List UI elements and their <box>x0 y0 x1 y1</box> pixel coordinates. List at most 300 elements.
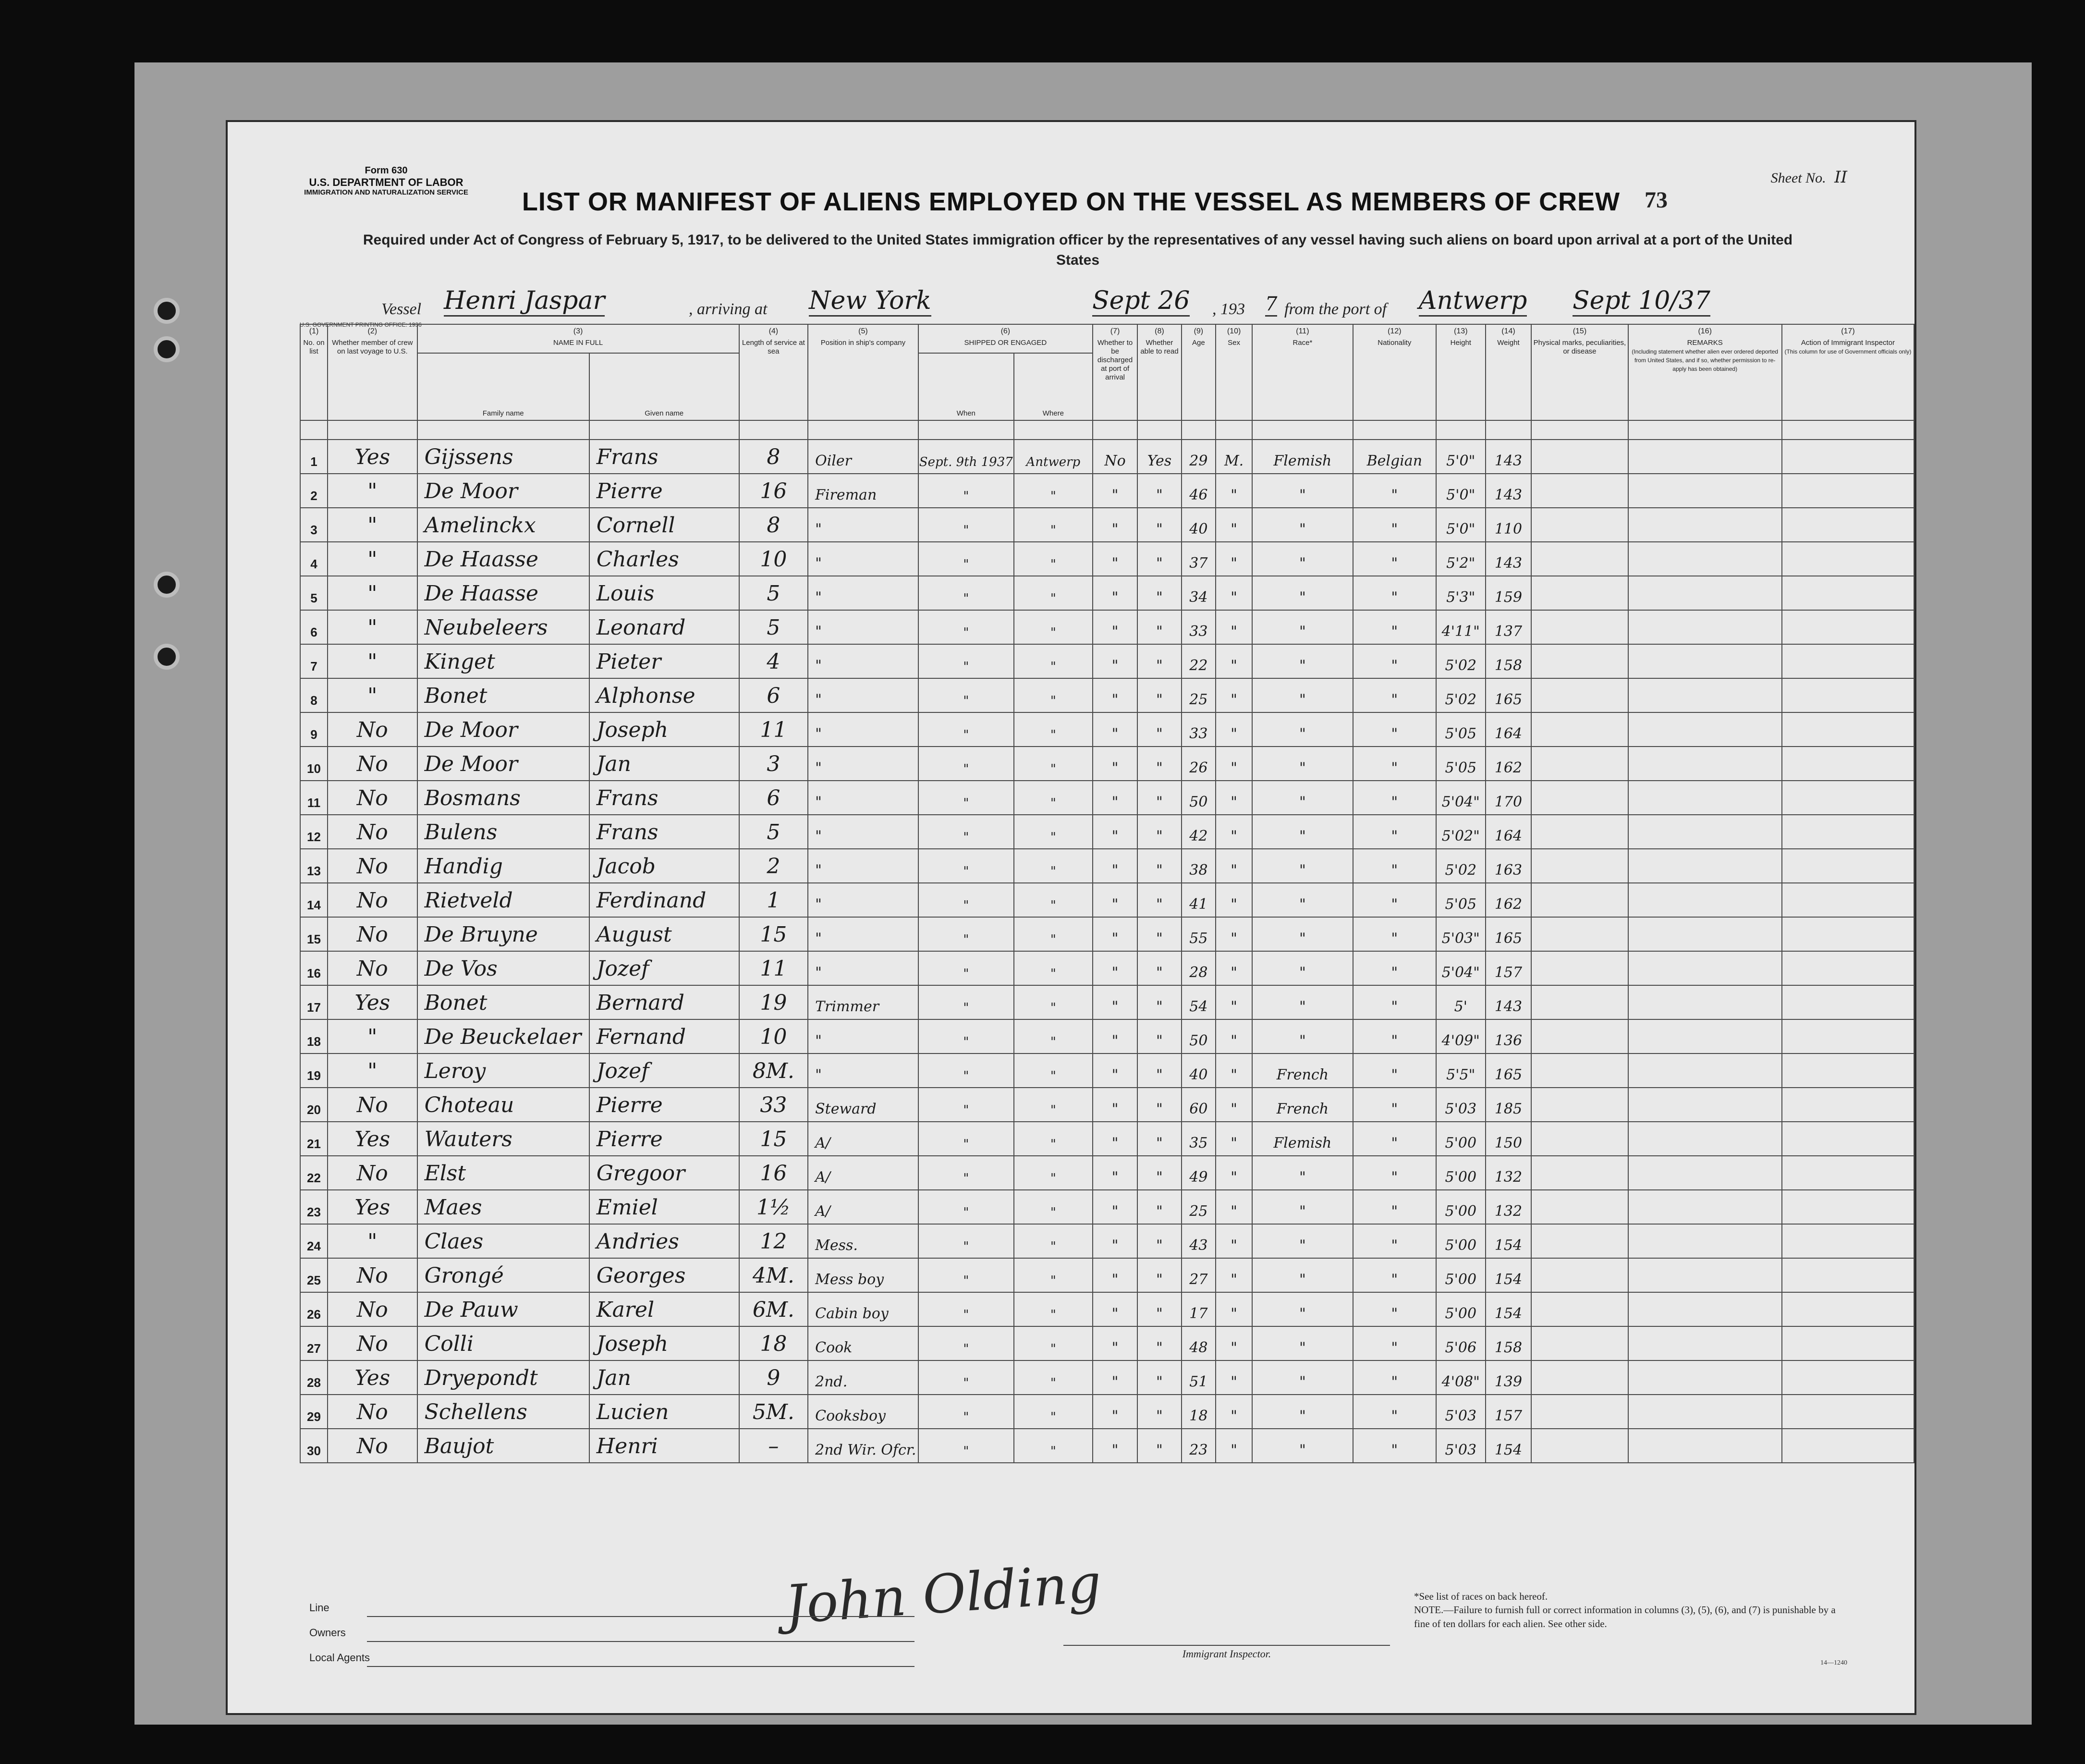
printer-line: U.S. GOVERNMENT PRINTING OFFICE: 1936 <box>300 321 422 328</box>
inspector-action-cell <box>1782 1395 1914 1429</box>
given-name-cell: Andries <box>589 1224 739 1258</box>
physical-marks-cell <box>1531 1224 1628 1258</box>
nationality-cell: " <box>1353 1360 1436 1395</box>
service-cell: 6 <box>739 678 808 712</box>
row-number: 30 <box>300 1429 328 1463</box>
remarks-cell <box>1628 815 1782 849</box>
family-name-cell: Kinget <box>417 644 589 678</box>
height-cell: 5'03" <box>1436 917 1486 951</box>
family-name-cell: Bonet <box>417 985 589 1019</box>
col-header-age: (9) Age <box>1182 324 1216 420</box>
table-row <box>300 1395 1914 1429</box>
service-cell: 4M. <box>739 1258 808 1292</box>
service-cell: 10 <box>739 1019 808 1054</box>
given-name-cell: Joseph <box>589 1326 739 1360</box>
service-cell: 33 <box>739 1088 808 1122</box>
shipped-where-cell: " <box>1014 1292 1093 1326</box>
weight-cell: 162 <box>1486 883 1532 917</box>
discharged-cell: " <box>1093 1429 1137 1463</box>
physical-marks-cell <box>1531 1054 1628 1088</box>
vessel-label: Vessel <box>381 300 422 318</box>
read-cell: " <box>1137 508 1181 542</box>
given-name-cell: Pierre <box>589 1122 739 1156</box>
shipped-where-cell: " <box>1014 1054 1093 1088</box>
col-header-when: When <box>918 353 1014 420</box>
shipped-where-cell: " <box>1014 1258 1093 1292</box>
discharged-cell: " <box>1093 1088 1137 1122</box>
row-number: 20 <box>300 1088 328 1122</box>
sex-cell: " <box>1216 1395 1252 1429</box>
table-row <box>300 440 1914 474</box>
col-header-sex: (10) Sex <box>1216 324 1252 420</box>
remarks-cell <box>1628 1054 1782 1088</box>
nationality-cell: " <box>1353 883 1436 917</box>
shipped-when-cell: " <box>918 1054 1014 1088</box>
position-cell: " <box>808 917 918 951</box>
position-cell: " <box>808 1019 918 1054</box>
read-cell: " <box>1137 678 1181 712</box>
service-cell: 4 <box>739 644 808 678</box>
race-cell: " <box>1252 849 1353 883</box>
table-row <box>300 1019 1914 1054</box>
shipped-when-cell: " <box>918 644 1014 678</box>
vessel-name: Henri Jaspar <box>444 286 605 317</box>
height-cell: 5'05 <box>1436 712 1486 747</box>
given-name-cell: Jozef <box>589 951 739 985</box>
row-number: 8 <box>300 678 328 712</box>
arriving-port: New York <box>809 286 931 317</box>
row-number: 14 <box>300 883 328 917</box>
age-cell: 51 <box>1182 1360 1216 1395</box>
given-name-cell: Cornell <box>589 508 739 542</box>
row-number: 28 <box>300 1360 328 1395</box>
read-cell: " <box>1137 917 1181 951</box>
remarks-cell <box>1628 440 1782 474</box>
service-cell: 15 <box>739 917 808 951</box>
discharged-cell: " <box>1093 1224 1137 1258</box>
service-cell: 6 <box>739 781 808 815</box>
read-cell: " <box>1137 1088 1181 1122</box>
shipped-where-cell: Antwerp <box>1014 440 1093 474</box>
height-cell: 5'02 <box>1436 678 1486 712</box>
last-voyage-cell: No <box>328 883 417 917</box>
weight-cell: 154 <box>1486 1292 1532 1326</box>
inspector-action-cell <box>1782 1190 1914 1224</box>
remarks-cell <box>1628 1190 1782 1224</box>
nationality-cell: " <box>1353 1088 1436 1122</box>
arrival-date: Sept 26 <box>1092 286 1190 317</box>
service-cell: 16 <box>739 474 808 508</box>
departure-note: Sept 10/37 <box>1573 286 1710 317</box>
sex-cell: " <box>1216 1122 1252 1156</box>
sex-cell: " <box>1216 1088 1252 1122</box>
shipped-when-cell: " <box>918 1395 1014 1429</box>
sex-cell: " <box>1216 542 1252 576</box>
page-number: 73 <box>1645 187 1668 213</box>
table-row <box>300 610 1914 644</box>
table-row <box>300 747 1914 781</box>
service-cell: 8 <box>739 440 808 474</box>
col-header-remarks: (16) REMARKS (Including statement whether alien ever ordered deported from United States, and if so, whether permission to re-apply has been obtained) <box>1628 324 1782 420</box>
col-header-given-name: Given name <box>589 353 739 420</box>
age-cell: 37 <box>1182 542 1216 576</box>
position-cell: Cooksboy <box>808 1395 918 1429</box>
weight-cell: 159 <box>1486 576 1532 610</box>
age-cell: 42 <box>1182 815 1216 849</box>
inspector-action-cell <box>1782 1326 1914 1360</box>
inspector-action-cell <box>1782 712 1914 747</box>
read-cell: " <box>1137 474 1181 508</box>
service-cell: 8M. <box>739 1054 808 1088</box>
physical-marks-cell <box>1531 678 1628 712</box>
sex-cell: " <box>1216 917 1252 951</box>
table-row <box>300 1088 1914 1122</box>
table-row <box>300 1122 1914 1156</box>
age-cell: 28 <box>1182 951 1216 985</box>
given-name-cell: Lucien <box>589 1395 739 1429</box>
vessel-line <box>324 288 1909 321</box>
shipped-where-cell: " <box>1014 917 1093 951</box>
position-cell: " <box>808 815 918 849</box>
physical-marks-cell <box>1531 1019 1628 1054</box>
shipped-where-cell: " <box>1014 1326 1093 1360</box>
family-name-cell: Gijssens <box>417 440 589 474</box>
nationality-cell: " <box>1353 712 1436 747</box>
position-cell: " <box>808 644 918 678</box>
age-cell: 50 <box>1182 781 1216 815</box>
last-voyage-cell: No <box>328 1395 417 1429</box>
age-cell: 38 <box>1182 849 1216 883</box>
remarks-cell <box>1628 508 1782 542</box>
line-field: Line <box>367 1592 914 1617</box>
weight-cell: 150 <box>1486 1122 1532 1156</box>
race-cell: " <box>1252 542 1353 576</box>
table-row <box>300 1326 1914 1360</box>
position-cell: " <box>808 576 918 610</box>
service-cell: 10 <box>739 542 808 576</box>
col-header-name: (3) NAME IN FULL <box>417 324 739 353</box>
given-name-cell: Jan <box>589 1360 739 1395</box>
row-number: 18 <box>300 1019 328 1054</box>
family-name-cell: Elst <box>417 1156 589 1190</box>
position-cell: A/ <box>808 1190 918 1224</box>
remarks-cell <box>1628 1088 1782 1122</box>
family-name-cell: De Haasse <box>417 542 589 576</box>
shipped-where-cell: " <box>1014 781 1093 815</box>
service-cell: 12 <box>739 1224 808 1258</box>
sex-cell: " <box>1216 576 1252 610</box>
height-cell: 5'02" <box>1436 815 1486 849</box>
row-number: 15 <box>300 917 328 951</box>
remarks-cell <box>1628 678 1782 712</box>
read-cell: " <box>1137 849 1181 883</box>
weight-cell: 143 <box>1486 542 1532 576</box>
position-cell: " <box>808 883 918 917</box>
height-cell: 5'5" <box>1436 1054 1486 1088</box>
height-cell: 4'09" <box>1436 1019 1486 1054</box>
physical-marks-cell <box>1531 1156 1628 1190</box>
shipped-when-cell: " <box>918 678 1014 712</box>
remarks-cell <box>1628 1122 1782 1156</box>
age-cell: 33 <box>1182 610 1216 644</box>
table-row <box>300 951 1914 985</box>
read-cell: " <box>1137 1258 1181 1292</box>
row-number: 29 <box>300 1395 328 1429</box>
discharged-cell: " <box>1093 1019 1137 1054</box>
physical-marks-cell <box>1531 1326 1628 1360</box>
discharged-cell: " <box>1093 1122 1137 1156</box>
position-cell: " <box>808 712 918 747</box>
given-name-cell: Georges <box>589 1258 739 1292</box>
physical-marks-cell <box>1531 1360 1628 1395</box>
position-cell: " <box>808 610 918 644</box>
table-row <box>300 542 1914 576</box>
age-cell: 33 <box>1182 712 1216 747</box>
physical-marks-cell <box>1531 815 1628 849</box>
weight-cell: 165 <box>1486 1054 1532 1088</box>
read-cell: " <box>1137 644 1181 678</box>
discharged-cell: " <box>1093 576 1137 610</box>
age-cell: 18 <box>1182 1395 1216 1429</box>
sex-cell: " <box>1216 1360 1252 1395</box>
table-row <box>300 815 1914 849</box>
physical-marks-cell <box>1531 781 1628 815</box>
shipped-when-cell: " <box>918 1258 1014 1292</box>
age-cell: 50 <box>1182 1019 1216 1054</box>
remarks-cell <box>1628 1156 1782 1190</box>
height-cell: 5'03 <box>1436 1429 1486 1463</box>
physical-marks-cell <box>1531 1292 1628 1326</box>
remarks-cell <box>1628 542 1782 576</box>
discharged-cell: " <box>1093 1360 1137 1395</box>
physical-marks-cell <box>1531 440 1628 474</box>
sex-cell: " <box>1216 985 1252 1019</box>
height-cell: 5' <box>1436 985 1486 1019</box>
given-name-cell: Karel <box>589 1292 739 1326</box>
read-cell: " <box>1137 1122 1181 1156</box>
read-cell: " <box>1137 883 1181 917</box>
weight-cell: 136 <box>1486 1019 1532 1054</box>
height-cell: 5'00 <box>1436 1190 1486 1224</box>
weight-cell: 154 <box>1486 1429 1532 1463</box>
col-header-weight: (14) Weight <box>1486 324 1532 420</box>
discharged-cell: " <box>1093 610 1137 644</box>
remarks-cell <box>1628 747 1782 781</box>
race-cell: Flemish <box>1252 440 1353 474</box>
given-name-cell: Henri <box>589 1429 739 1463</box>
physical-marks-cell <box>1531 508 1628 542</box>
inspector-action-cell <box>1782 985 1914 1019</box>
discharged-cell: " <box>1093 849 1137 883</box>
footer-lines <box>309 1592 914 1667</box>
discharged-cell: " <box>1093 678 1137 712</box>
inspector-action-cell <box>1782 1156 1914 1190</box>
race-cell: " <box>1252 610 1353 644</box>
nationality-cell: " <box>1353 678 1436 712</box>
shipped-when-cell: " <box>918 1224 1014 1258</box>
given-name-cell: Louis <box>589 576 739 610</box>
shipped-when-cell: " <box>918 1088 1014 1122</box>
position-cell: Cabin boy <box>808 1292 918 1326</box>
inspector-action-cell <box>1782 1258 1914 1292</box>
shipped-where-cell: " <box>1014 678 1093 712</box>
weight-cell: 185 <box>1486 1088 1532 1122</box>
table-row <box>300 781 1914 815</box>
shipped-when-cell: " <box>918 1156 1014 1190</box>
inspector-action-cell <box>1782 1019 1914 1054</box>
given-name-cell: Frans <box>589 440 739 474</box>
physical-marks-cell <box>1531 576 1628 610</box>
shipped-where-cell: " <box>1014 1395 1093 1429</box>
table-row <box>300 474 1914 508</box>
weight-cell: 165 <box>1486 678 1532 712</box>
from-port: Antwerp <box>1419 286 1527 317</box>
sex-cell: " <box>1216 712 1252 747</box>
row-number: 13 <box>300 849 328 883</box>
service-cell: 6M. <box>739 1292 808 1326</box>
races-note: *See list of races on back hereof. <box>1414 1591 1548 1602</box>
service-cell: 5 <box>739 610 808 644</box>
shipped-where-cell: " <box>1014 474 1093 508</box>
inspector-action-cell <box>1782 1292 1914 1326</box>
age-cell: 60 <box>1182 1088 1216 1122</box>
sex-cell: " <box>1216 747 1252 781</box>
remarks-cell <box>1628 985 1782 1019</box>
given-name-cell: Ferdinand <box>589 883 739 917</box>
shipped-when-cell: " <box>918 1292 1014 1326</box>
race-cell: " <box>1252 644 1353 678</box>
remarks-cell <box>1628 644 1782 678</box>
height-cell: 5'0" <box>1436 508 1486 542</box>
service-cell: 3 <box>739 747 808 781</box>
race-cell: French <box>1252 1054 1353 1088</box>
race-cell: " <box>1252 1395 1353 1429</box>
col-header-service: (4) Length of service at sea <box>739 324 808 420</box>
height-cell: 5'04" <box>1436 781 1486 815</box>
height-cell: 5'03 <box>1436 1088 1486 1122</box>
shipped-where-cell: " <box>1014 747 1093 781</box>
given-name-cell: Charles <box>589 542 739 576</box>
age-cell: 17 <box>1182 1292 1216 1326</box>
height-cell: 5'0" <box>1436 440 1486 474</box>
discharged-cell: " <box>1093 815 1137 849</box>
physical-marks-cell <box>1531 747 1628 781</box>
position-cell: " <box>808 781 918 815</box>
service-cell: 1½ <box>739 1190 808 1224</box>
position-cell: 2nd. <box>808 1360 918 1395</box>
shipped-when-cell: " <box>918 610 1014 644</box>
nationality-cell: " <box>1353 951 1436 985</box>
row-number: 7 <box>300 644 328 678</box>
position-cell: A/ <box>808 1122 918 1156</box>
row-number: 19 <box>300 1054 328 1088</box>
shipped-when-cell: " <box>918 1326 1014 1360</box>
nationality-cell: " <box>1353 1258 1436 1292</box>
family-name-cell: Schellens <box>417 1395 589 1429</box>
read-cell: " <box>1137 1190 1181 1224</box>
discharged-cell: " <box>1093 1190 1137 1224</box>
height-cell: 5'02 <box>1436 849 1486 883</box>
sex-cell: " <box>1216 1190 1252 1224</box>
inspector-action-cell <box>1782 1360 1914 1395</box>
table-row <box>300 1224 1914 1258</box>
col-header-shipped: (6) SHIPPED OR ENGAGED <box>918 324 1093 353</box>
col-header-last-voyage: (2) Whether member of crew on last voyage to U.S. <box>328 324 417 420</box>
weight-cell: 110 <box>1486 508 1532 542</box>
remarks-cell <box>1628 1326 1782 1360</box>
physical-marks-cell <box>1531 917 1628 951</box>
height-cell: 4'08" <box>1436 1360 1486 1395</box>
weight-cell: 154 <box>1486 1224 1532 1258</box>
discharged-cell: " <box>1093 1395 1137 1429</box>
height-cell: 5'04" <box>1436 951 1486 985</box>
last-voyage-cell: No <box>328 917 417 951</box>
physical-marks-cell <box>1531 542 1628 576</box>
table-row <box>300 1258 1914 1292</box>
nationality-cell: " <box>1353 644 1436 678</box>
weight-cell: 132 <box>1486 1156 1532 1190</box>
weight-cell: 164 <box>1486 815 1532 849</box>
shipped-when-cell: Sept. 9th 1937 <box>918 440 1014 474</box>
weight-cell: 164 <box>1486 712 1532 747</box>
nationality-cell: " <box>1353 1224 1436 1258</box>
table-row <box>300 985 1914 1019</box>
weight-cell: 158 <box>1486 1326 1532 1360</box>
given-name-cell: Jozef <box>589 1054 739 1088</box>
race-cell: " <box>1252 1156 1353 1190</box>
last-voyage-cell: No <box>328 1292 417 1326</box>
department: U.S. DEPARTMENT OF LABOR <box>309 176 463 188</box>
shipped-where-cell: " <box>1014 985 1093 1019</box>
shipped-where-cell: " <box>1014 644 1093 678</box>
last-voyage-cell: Yes <box>328 440 417 474</box>
given-name-cell: Jan <box>589 747 739 781</box>
row-number: 16 <box>300 951 328 985</box>
age-cell: 54 <box>1182 985 1216 1019</box>
remarks-cell <box>1628 610 1782 644</box>
read-cell: " <box>1137 1054 1181 1088</box>
col-header-where: Where <box>1014 353 1093 420</box>
sex-cell: " <box>1216 1019 1252 1054</box>
service-name: IMMIGRATION AND NATURALIZATION SERVICE <box>304 188 468 197</box>
age-cell: 35 <box>1182 1122 1216 1156</box>
given-name-cell: Bernard <box>589 985 739 1019</box>
age-cell: 34 <box>1182 576 1216 610</box>
shipped-where-cell: " <box>1014 712 1093 747</box>
family-name-cell: De Moor <box>417 712 589 747</box>
shipped-where-cell: " <box>1014 951 1093 985</box>
height-cell: 5'00 <box>1436 1258 1486 1292</box>
family-name-cell: Neubeleers <box>417 610 589 644</box>
last-voyage-cell: No <box>328 712 417 747</box>
punch-hole-2 <box>154 336 180 362</box>
service-cell: 16 <box>739 1156 808 1190</box>
service-cell: 5 <box>739 576 808 610</box>
race-cell: " <box>1252 1292 1353 1326</box>
race-cell: " <box>1252 1258 1353 1292</box>
shipped-where-cell: " <box>1014 1224 1093 1258</box>
height-cell: 5'03 <box>1436 1395 1486 1429</box>
position-cell: Mess. <box>808 1224 918 1258</box>
race-cell: " <box>1252 576 1353 610</box>
nationality-cell: " <box>1353 1292 1436 1326</box>
page-title: LIST OR MANIFEST OF ALIENS EMPLOYED ON THE VESSEL AS MEMBERS OF CREW <box>522 187 1621 216</box>
age-cell: 26 <box>1182 747 1216 781</box>
age-cell: 25 <box>1182 1190 1216 1224</box>
height-cell: 5'3" <box>1436 576 1486 610</box>
height-cell: 5'05 <box>1436 883 1486 917</box>
discharged-cell: " <box>1093 951 1137 985</box>
